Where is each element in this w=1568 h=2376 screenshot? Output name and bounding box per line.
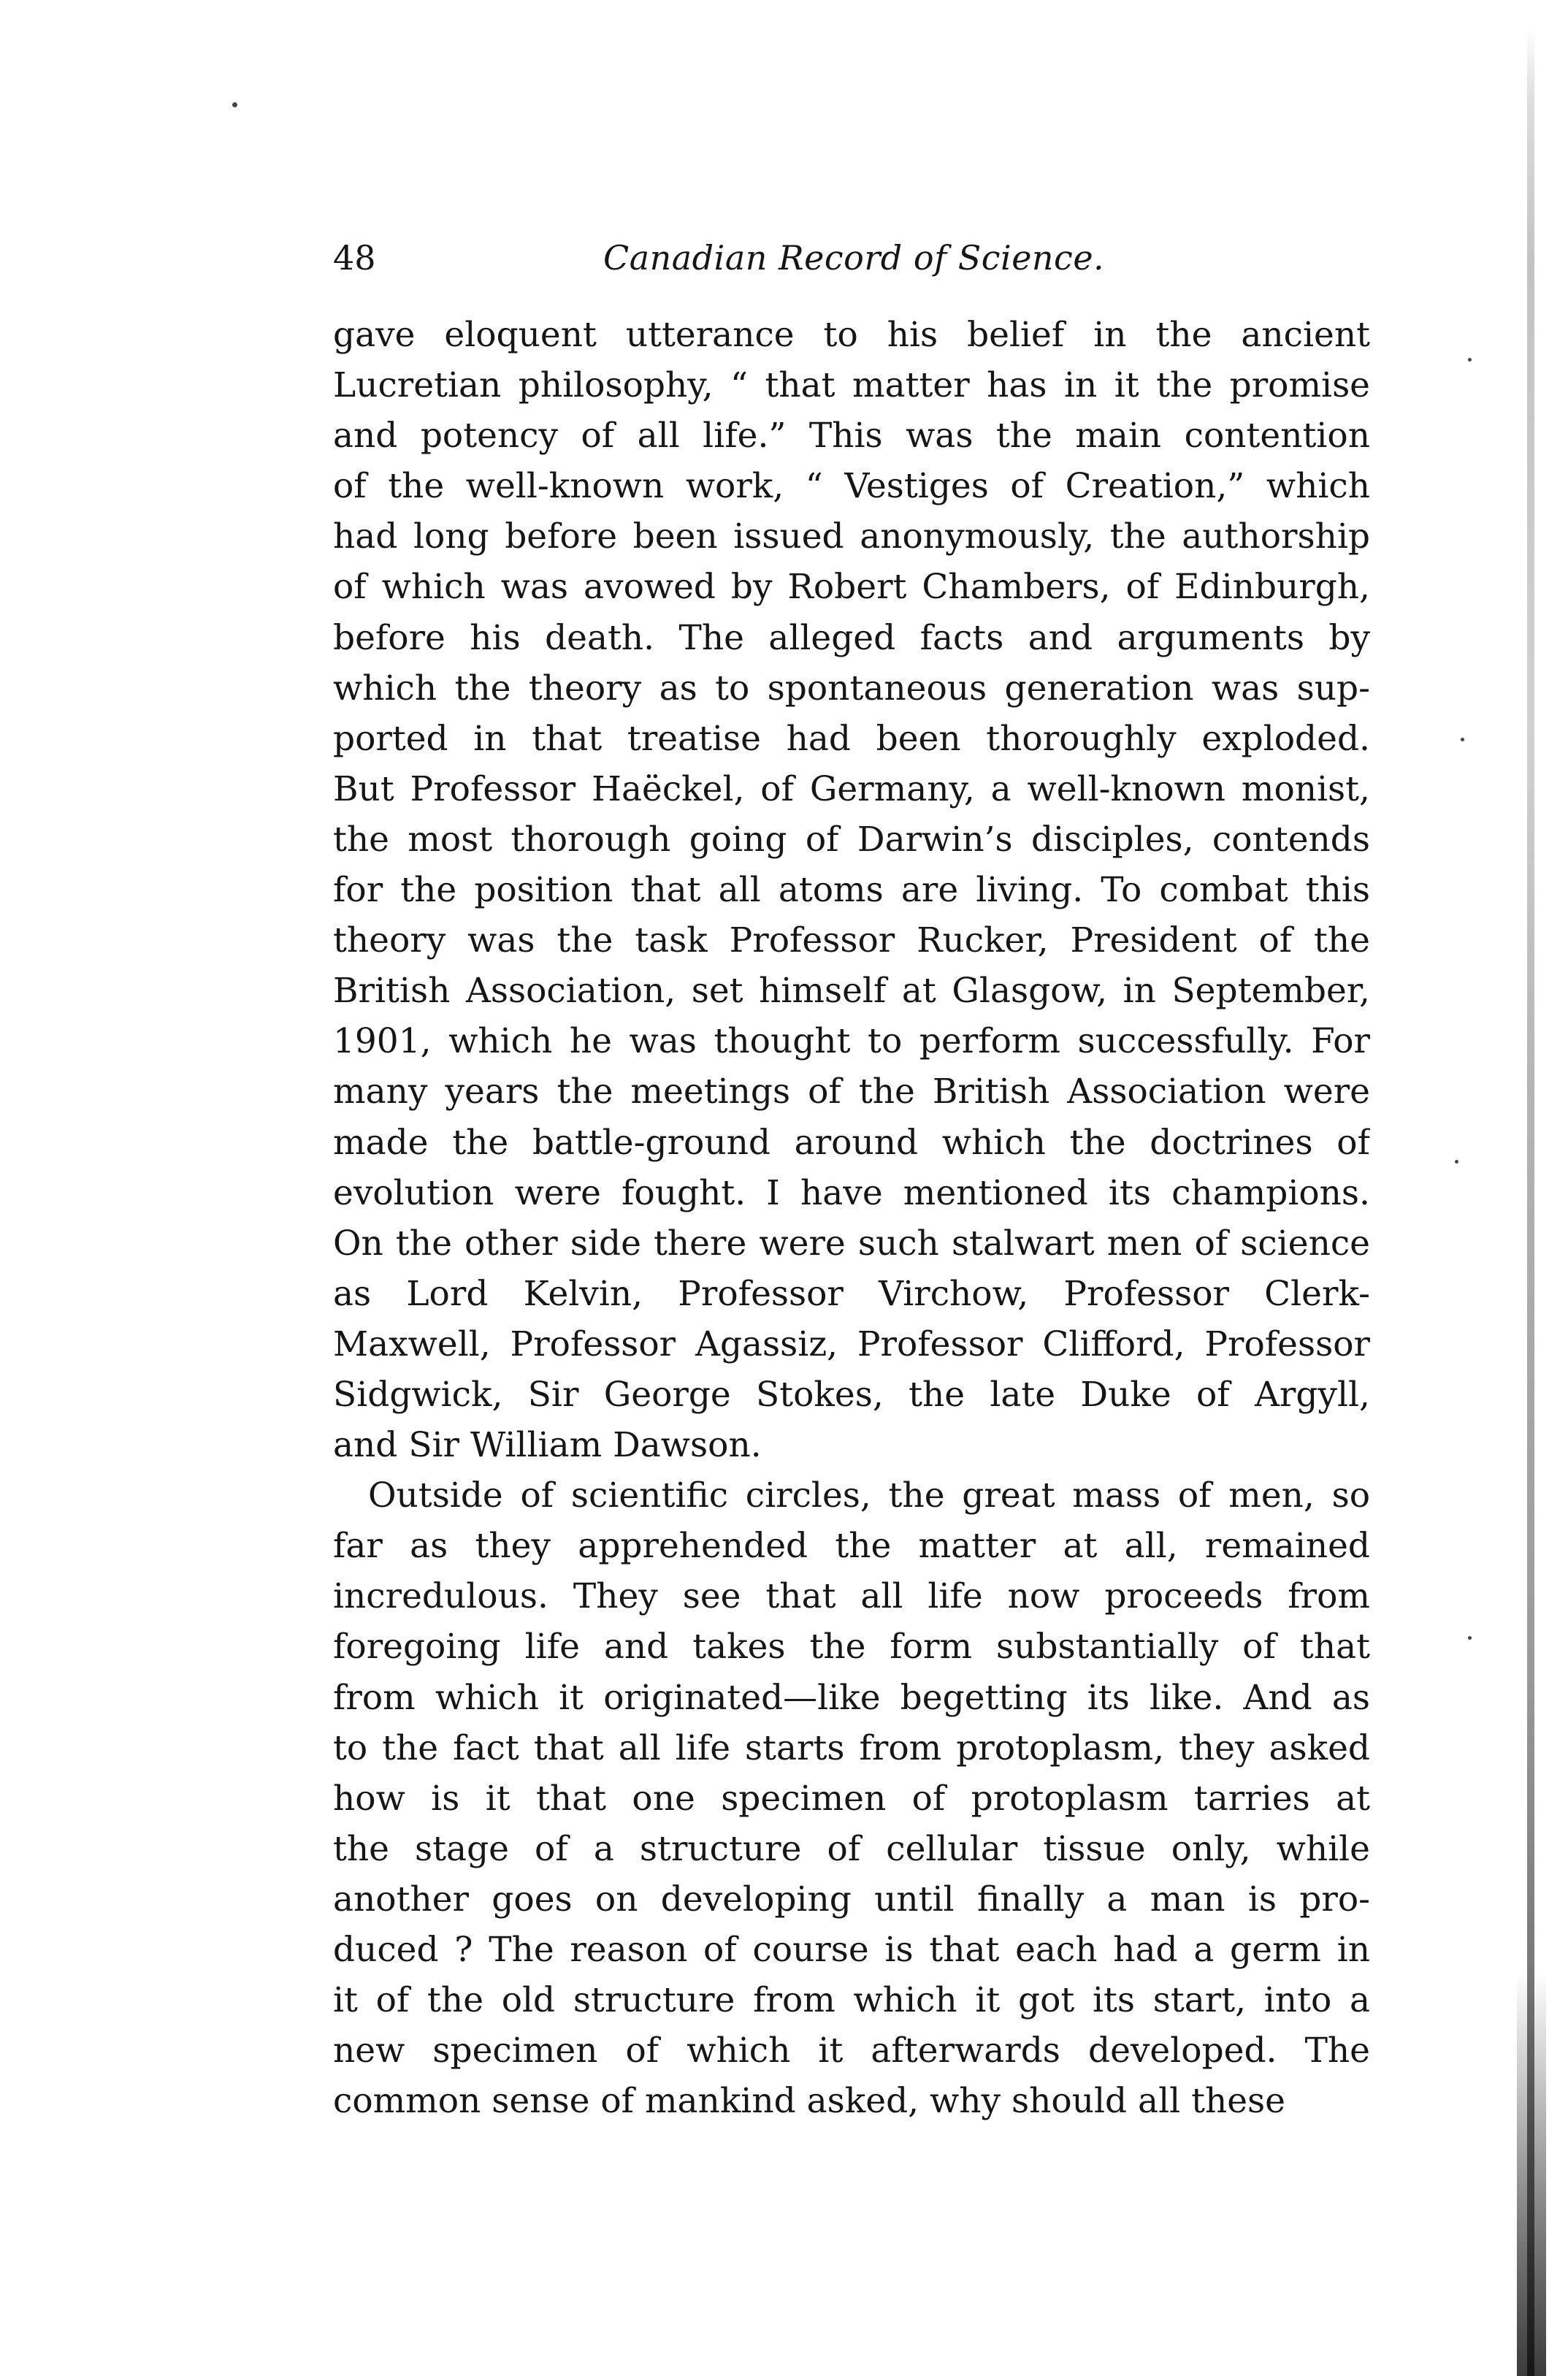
text-line: foregoing life and takes the form substantially of that bbox=[333, 1627, 1370, 1668]
text-line: evolution were fought. I have mentioned its champions. bbox=[333, 1172, 1370, 1213]
scan-binding-edge bbox=[1466, 0, 1568, 2376]
text-line: Outside of scientific circles, the great mass of men, so bbox=[368, 1475, 1370, 1516]
text-line: Lucretian philosophy, “ that matter has in it the promise bbox=[333, 365, 1370, 406]
text-line: before his death. The alleged facts and arguments by bbox=[333, 617, 1370, 658]
text-line: for the position that all atoms are living. To combat this bbox=[333, 870, 1370, 911]
paragraph bbox=[333, 310, 1370, 1470]
page-number: 48 bbox=[333, 238, 376, 278]
text-line: the most thorough going of Darwin’s disciples, contends bbox=[333, 819, 1370, 860]
text-line: duced ? The reason of course is that each had a germ in bbox=[333, 1930, 1370, 1970]
running-head bbox=[333, 232, 1370, 283]
text-line: made the battle-ground around which the doctrines of bbox=[333, 1122, 1370, 1163]
text-line: of which was avowed by Robert Chambers, of Edinburgh, bbox=[333, 567, 1370, 608]
text-line: it of the old structure from which it got its start, into a bbox=[333, 1980, 1370, 2021]
binding-shadow-dark bbox=[1517, 1972, 1546, 2376]
text-line: ported in that treatise had been thoroughly exploded. bbox=[333, 718, 1370, 759]
text-line: On the other side there were such stalwart men of science bbox=[333, 1223, 1370, 1264]
text-line: how is it that one specimen of protoplasm tarries at bbox=[333, 1778, 1370, 1819]
text-line: to the fact that all life starts from protoplasm, they asked bbox=[333, 1727, 1370, 1768]
text-line: incredulous. They see that all life now proceeds from bbox=[333, 1576, 1370, 1617]
text-line: as Lord Kelvin, Professor Virchow, Professor Clerk- bbox=[333, 1273, 1370, 1314]
text-line: of the well-known work, “ Vestiges of Creation,” which bbox=[333, 466, 1370, 507]
paragraph bbox=[333, 1470, 1370, 2126]
text-line: But Professor Haëckel, of Germany, a well-known monist, bbox=[333, 768, 1370, 809]
text-line: common sense of mankind asked, why should all these bbox=[333, 2081, 1285, 2122]
text-line: another goes on developing until finally a man is pro- bbox=[333, 1879, 1370, 1919]
scan-speck bbox=[1468, 358, 1472, 362]
scan-speck bbox=[1468, 1636, 1472, 1640]
text-line: from which it originated—like begetting its like. And as bbox=[333, 1677, 1370, 1718]
scan-speck bbox=[1461, 738, 1464, 741]
body-text bbox=[333, 310, 1370, 2126]
text-line: the stage of a structure of cellular tissue only, while bbox=[333, 1828, 1370, 1869]
text-line: and potency of all life.” This was the main contention bbox=[333, 416, 1370, 457]
text-line: far as they apprehended the matter at all, remained bbox=[333, 1526, 1370, 1567]
text-line: British Association, set himself at Glasgow, in September, bbox=[333, 971, 1370, 1012]
text-line: 1901, which he was thought to perform successfully. For bbox=[333, 1021, 1370, 1062]
text-line: which the theory as to spontaneous generation was sup- bbox=[333, 668, 1370, 708]
text-line: gave eloquent utterance to his belief in the ancient bbox=[333, 315, 1370, 355]
text-line: theory was the task Professor Rucker, President of the bbox=[333, 920, 1370, 961]
text-line: Sidgwick, Sir George Stokes, the late Duke of Argyll, bbox=[333, 1374, 1370, 1415]
scan-speck bbox=[1455, 1160, 1458, 1164]
text-line: had long before been issued anonymously, the authorship bbox=[333, 516, 1370, 557]
journal-title: Canadian Record of Science. bbox=[603, 238, 1105, 278]
text-line: new specimen of which it afterwards developed. The bbox=[333, 2031, 1370, 2071]
scan-speck bbox=[232, 102, 237, 107]
text-line: and Sir William Dawson. bbox=[333, 1425, 762, 1466]
text-line: Maxwell, Professor Agassiz, Professor Clifford, Professor bbox=[333, 1323, 1370, 1364]
text-line: many years the meetings of the British Association were bbox=[333, 1072, 1370, 1112]
